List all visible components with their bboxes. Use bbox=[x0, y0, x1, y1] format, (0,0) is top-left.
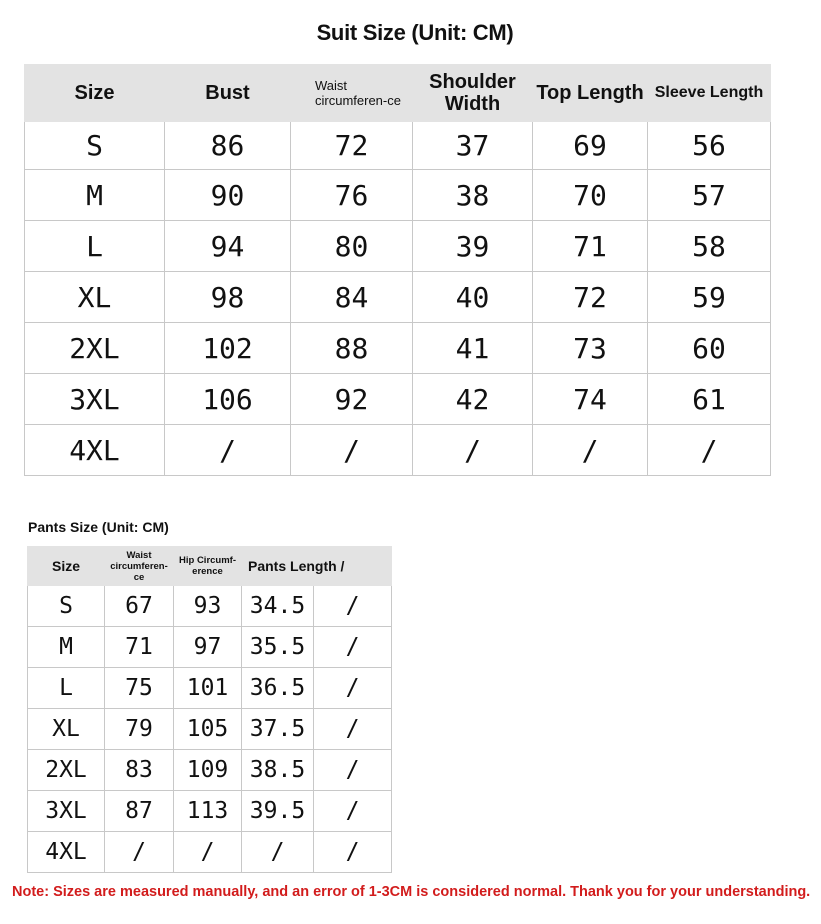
suit-header-shoulder: Shoulder Width bbox=[413, 65, 533, 122]
suit-header-waist bbox=[291, 65, 413, 122]
pants-cell: 97 bbox=[174, 627, 242, 668]
suit-cell: 56 bbox=[648, 122, 771, 170]
suit-cell: 86 bbox=[165, 122, 291, 170]
pants-cell: M bbox=[28, 627, 105, 668]
pants-row bbox=[28, 832, 392, 873]
suit-row bbox=[25, 122, 771, 170]
suit-cell: 80 bbox=[291, 221, 413, 272]
suit-cell: M bbox=[25, 170, 165, 221]
pants-cell: L bbox=[28, 668, 105, 709]
suit-cell: 92 bbox=[291, 374, 413, 425]
pants-header-waist: Waist circumferen-ce bbox=[105, 547, 174, 586]
suit-cell: 41 bbox=[413, 323, 533, 374]
suit-cell: 42 bbox=[413, 374, 533, 425]
suit-header-top-length: Top Length bbox=[533, 65, 648, 122]
suit-header-waist-label: Waist circumferen-ce bbox=[315, 78, 401, 108]
pants-size-title: Pants Size (Unit: CM) bbox=[28, 519, 169, 535]
pants-cell: 35.5 bbox=[242, 627, 314, 668]
suit-row bbox=[25, 323, 771, 374]
suit-cell: / bbox=[533, 425, 648, 476]
suit-cell: S bbox=[25, 122, 165, 170]
suit-header-row bbox=[25, 65, 771, 122]
pants-cell: 37.5 bbox=[242, 709, 314, 750]
suit-cell: 88 bbox=[291, 323, 413, 374]
pants-cell: 38.5 bbox=[242, 750, 314, 791]
suit-cell: XL bbox=[25, 272, 165, 323]
pants-row bbox=[28, 750, 392, 791]
suit-cell: / bbox=[291, 425, 413, 476]
suit-header-sleeve-length: Sleeve Length bbox=[648, 65, 771, 122]
pants-row bbox=[28, 668, 392, 709]
suit-cell: 60 bbox=[648, 323, 771, 374]
pants-cell: 93 bbox=[174, 586, 242, 627]
pants-row bbox=[28, 586, 392, 627]
pants-cell: / bbox=[314, 709, 392, 750]
suit-cell: 61 bbox=[648, 374, 771, 425]
suit-cell: 72 bbox=[533, 272, 648, 323]
suit-size-table bbox=[24, 64, 771, 476]
suit-cell: 70 bbox=[533, 170, 648, 221]
suit-cell: 69 bbox=[533, 122, 648, 170]
suit-header-size: Size bbox=[25, 65, 165, 122]
pants-cell: / bbox=[314, 832, 392, 873]
suit-cell: L bbox=[25, 221, 165, 272]
suit-row bbox=[25, 374, 771, 425]
pants-cell: 113 bbox=[174, 791, 242, 832]
suit-cell: 59 bbox=[648, 272, 771, 323]
suit-cell: 94 bbox=[165, 221, 291, 272]
suit-cell: 73 bbox=[533, 323, 648, 374]
pants-header-row bbox=[28, 547, 392, 586]
suit-cell: / bbox=[648, 425, 771, 476]
pants-cell: XL bbox=[28, 709, 105, 750]
pants-cell: / bbox=[314, 586, 392, 627]
suit-cell: 3XL bbox=[25, 374, 165, 425]
pants-cell: 109 bbox=[174, 750, 242, 791]
suit-size-title: Suit Size (Unit: CM) bbox=[316, 20, 514, 45]
suit-cell: 74 bbox=[533, 374, 648, 425]
measurement-note: Note: Sizes are measured manually, and an error of 1-3CM is considered normal. Thank you for your understanding. bbox=[12, 884, 811, 900]
pants-row bbox=[28, 627, 392, 668]
pants-cell: 2XL bbox=[28, 750, 105, 791]
suit-cell: 90 bbox=[165, 170, 291, 221]
suit-cell: / bbox=[165, 425, 291, 476]
suit-cell: 72 bbox=[291, 122, 413, 170]
suit-cell: 58 bbox=[648, 221, 771, 272]
suit-cell: 98 bbox=[165, 272, 291, 323]
pants-cell: 3XL bbox=[28, 791, 105, 832]
suit-header-bust: Bust bbox=[165, 65, 291, 122]
suit-cell: 84 bbox=[291, 272, 413, 323]
suit-cell: 4XL bbox=[25, 425, 165, 476]
pants-cell: / bbox=[314, 627, 392, 668]
suit-cell: 39 bbox=[413, 221, 533, 272]
pants-header-size: Size bbox=[28, 547, 105, 586]
suit-cell: 76 bbox=[291, 170, 413, 221]
suit-cell: 37 bbox=[413, 122, 533, 170]
pants-header-length: Pants Length / bbox=[242, 547, 392, 586]
pants-cell: 87 bbox=[105, 791, 174, 832]
suit-row bbox=[25, 221, 771, 272]
pants-cell: 83 bbox=[105, 750, 174, 791]
suit-cell: 102 bbox=[165, 323, 291, 374]
suit-row bbox=[25, 170, 771, 221]
pants-cell: / bbox=[242, 832, 314, 873]
pants-header-hip: Hip Circumf-erence bbox=[174, 547, 242, 586]
suit-row bbox=[25, 425, 771, 476]
suit-cell: 40 bbox=[413, 272, 533, 323]
pants-row bbox=[28, 791, 392, 832]
pants-cell: / bbox=[314, 791, 392, 832]
pants-cell: 101 bbox=[174, 668, 242, 709]
pants-cell: / bbox=[105, 832, 174, 873]
pants-cell: 36.5 bbox=[242, 668, 314, 709]
pants-size-table bbox=[27, 546, 392, 873]
suit-cell: / bbox=[413, 425, 533, 476]
pants-cell: 34.5 bbox=[242, 586, 314, 627]
pants-row bbox=[28, 709, 392, 750]
pants-cell: 105 bbox=[174, 709, 242, 750]
suit-row bbox=[25, 272, 771, 323]
pants-cell: S bbox=[28, 586, 105, 627]
pants-cell: / bbox=[314, 750, 392, 791]
pants-cell: 67 bbox=[105, 586, 174, 627]
pants-cell: / bbox=[314, 668, 392, 709]
pants-cell: 4XL bbox=[28, 832, 105, 873]
pants-cell: 39.5 bbox=[242, 791, 314, 832]
suit-cell: 71 bbox=[533, 221, 648, 272]
pants-cell: 79 bbox=[105, 709, 174, 750]
pants-cell: / bbox=[174, 832, 242, 873]
suit-cell: 106 bbox=[165, 374, 291, 425]
suit-cell: 57 bbox=[648, 170, 771, 221]
pants-cell: 75 bbox=[105, 668, 174, 709]
suit-cell: 38 bbox=[413, 170, 533, 221]
pants-cell: 71 bbox=[105, 627, 174, 668]
suit-cell: 2XL bbox=[25, 323, 165, 374]
